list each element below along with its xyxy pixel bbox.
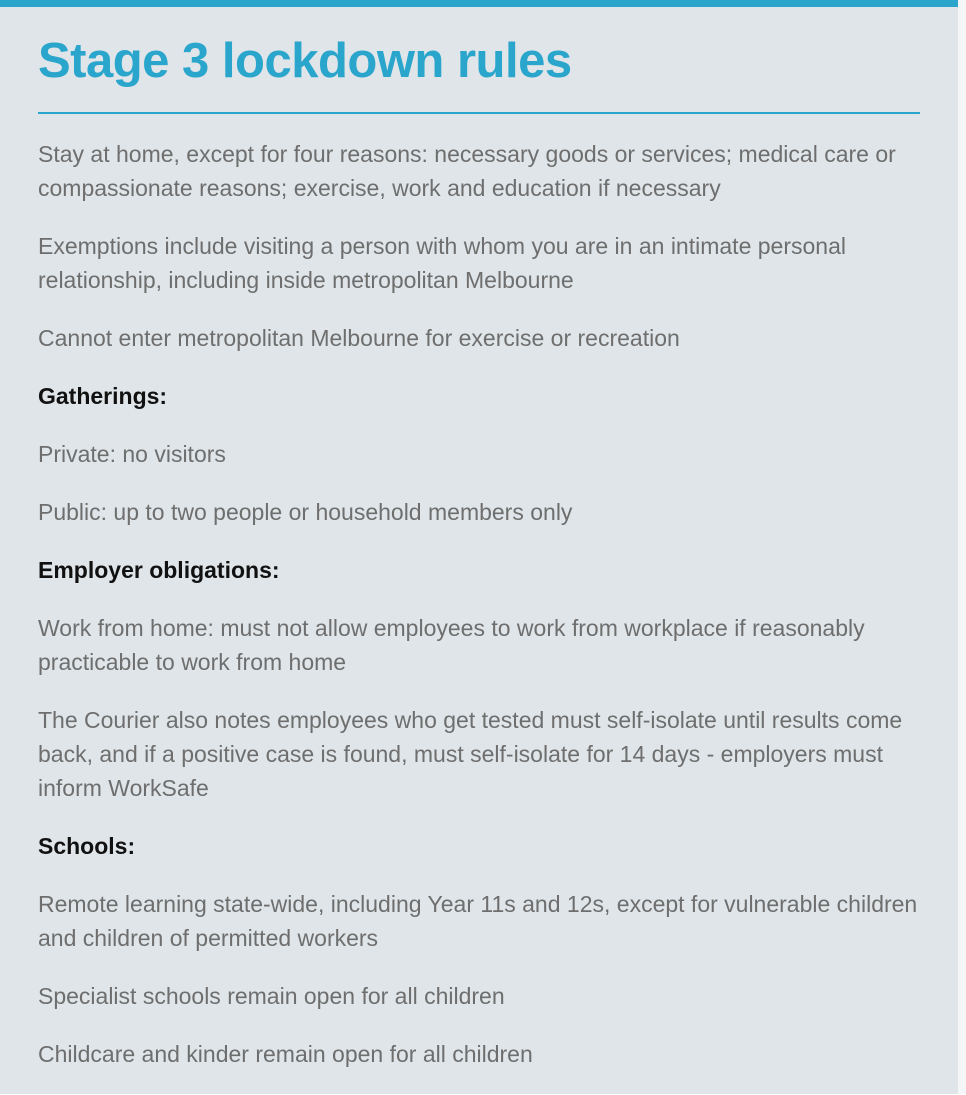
rule-paragraph: Childcare and kinder remain open for all children xyxy=(38,1041,533,1067)
rule-paragraph: Cannot enter metropolitan Melbourne for exercise or recreation xyxy=(38,325,680,351)
section-heading-gatherings: Gatherings: xyxy=(38,383,168,409)
section-heading-schools: Schools: xyxy=(38,833,136,859)
rule-paragraph: Public: up to two people or household members only xyxy=(38,499,573,525)
rule-paragraph: Stay at home, except for four reasons: necessary goods or services; medical care or compassionate reasons; exercise, work and education if necessary xyxy=(38,141,896,201)
rule-paragraph: Work from home: must not allow employees to work from workplace if reasonably practicable to work from home xyxy=(38,615,865,675)
rule-paragraph: Private: no visitors xyxy=(38,441,226,467)
title-divider xyxy=(38,112,920,114)
rules-content xyxy=(38,137,923,1095)
rule-paragraph: Remote learning state-wide, including Year 11s and 12s, except for vulnerable children and children of permitted workers xyxy=(38,891,918,951)
rule-paragraph: Specialist schools remain open for all children xyxy=(38,983,505,1009)
page-title: Stage 3 lockdown rules xyxy=(38,34,572,88)
page-edge xyxy=(958,0,966,1094)
rule-paragraph: The Courier also notes employees who get tested must self-isolate until results come back, and if a positive case is found, must self-isolate for 14 days - employers must inform WorkSafe xyxy=(38,707,903,801)
rule-paragraph: Exemptions include visiting a person with whom you are in an intimate personal relationship, including inside metropolitan Melbourne xyxy=(38,233,846,293)
section-heading-employer-obligations: Employer obligations: xyxy=(38,557,280,583)
